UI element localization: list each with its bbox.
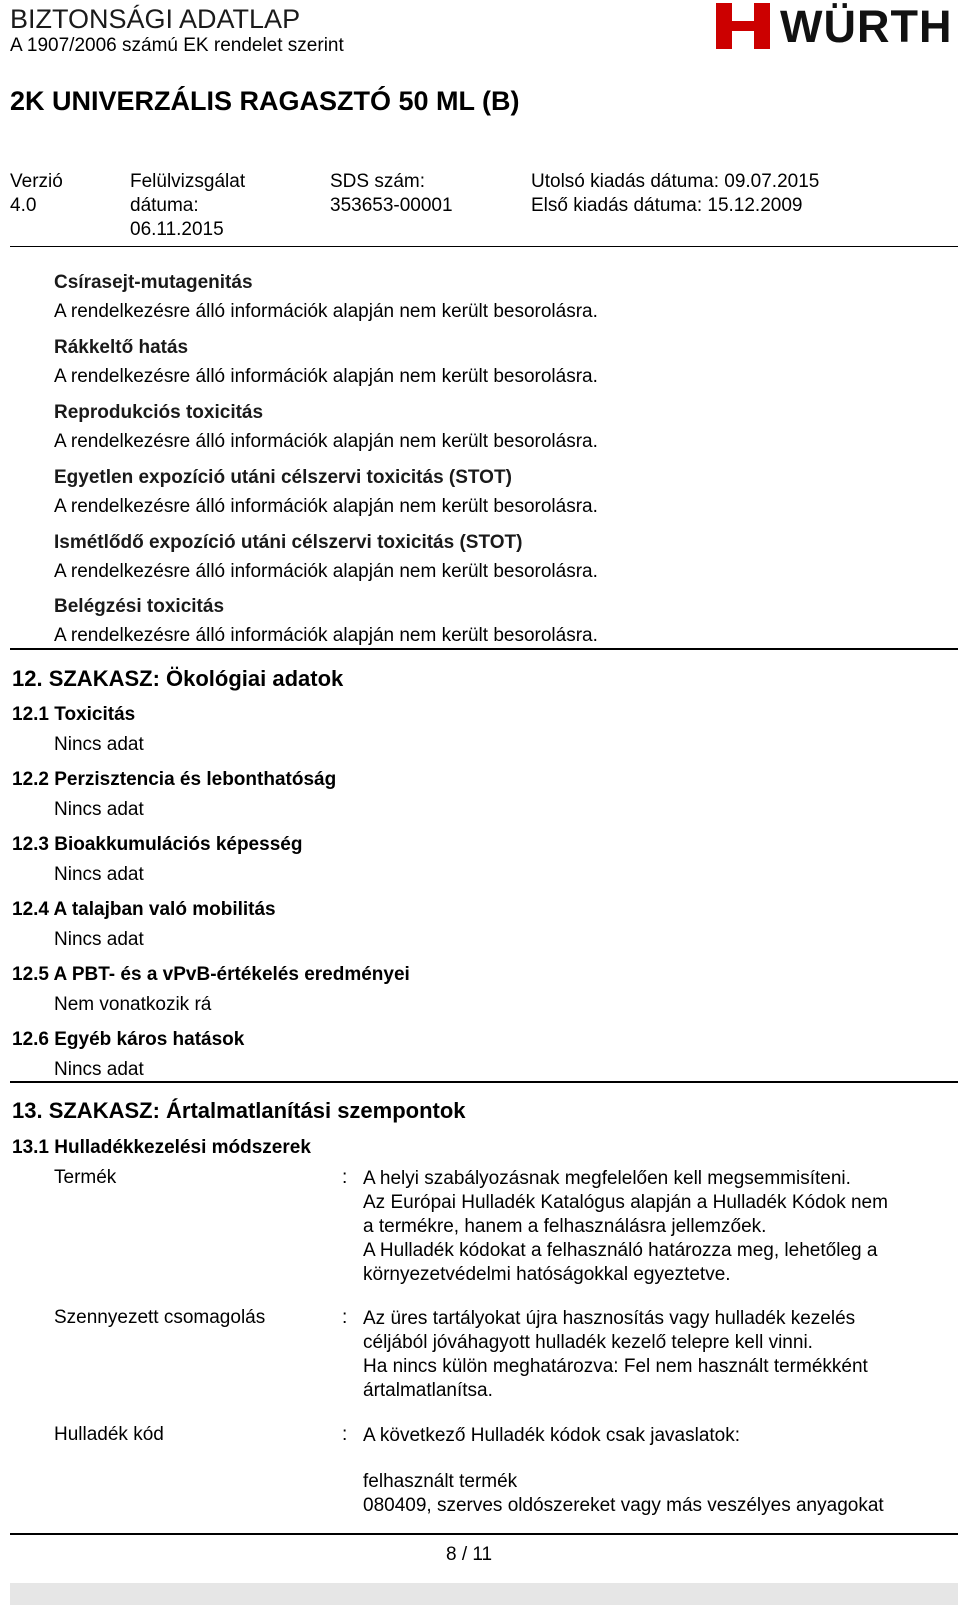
version-value: 4.0	[10, 195, 37, 216]
tox-heading: Ismétlődő expozíció utáni célszervi toxicitás (STOT)	[54, 532, 523, 553]
section-12-1-heading: 12.1 Toxicitás	[12, 704, 136, 725]
regulation-subtitle: A 1907/2006 számú EK rendelet szerint	[10, 35, 344, 56]
section-12-6-value: Nincs adat	[54, 1059, 144, 1080]
section-12-3-heading: 12.3 Bioakkumulációs képesség	[12, 834, 303, 855]
text-line: környezetvédelmi hatóságokkal egyeztetve.	[363, 1264, 731, 1285]
text-line: a termékre, hanem a felhasználásra jellemzőek.	[363, 1216, 767, 1237]
tox-heading: Csírasejt-mutagenitás	[54, 272, 253, 293]
footer-divider	[10, 1533, 958, 1535]
tox-text: A rendelkezésre álló információk alapján nem került besorolásra.	[54, 301, 598, 322]
tox-text: A rendelkezésre álló információk alapján nem került besorolásra.	[54, 561, 598, 582]
sds-number: 353653-00001	[330, 195, 453, 216]
text-line: A Hulladék kódokat a felhasználó határozza meg, lehetőleg a	[363, 1240, 878, 1261]
tox-heading: Belégzési toxicitás	[54, 596, 225, 617]
contaminated-packaging-text	[363, 1307, 868, 1403]
revision-label-2: dátuma:	[130, 195, 199, 216]
waste-code-text	[363, 1424, 884, 1518]
text-line: felhasznált termék	[363, 1471, 518, 1492]
section-13-divider	[10, 1081, 958, 1083]
section-12-4-heading: 12.4 A talajban való mobilitás	[12, 899, 276, 920]
footer-bar	[10, 1583, 958, 1605]
text-line: Ha nincs külön meghatározva: Fel nem használt termékként	[363, 1356, 868, 1377]
section-13-title: 13. SZAKASZ: Ártalmatlanítási szempontok	[12, 1098, 466, 1123]
contaminated-packaging-label: Szennyezett csomagolás	[54, 1307, 266, 1328]
document-type-title: BIZTONSÁGI ADATLAP	[10, 4, 301, 34]
waste-product-label: Termék	[54, 1167, 117, 1188]
tox-heading: Rákkeltő hatás	[54, 337, 189, 358]
section-12-2-value: Nincs adat	[54, 799, 144, 820]
section-12-title: 12. SZAKASZ: Ökológiai adatok	[12, 666, 344, 691]
text-line: A következő Hulladék kódok csak javaslatok:	[363, 1425, 741, 1446]
section-12-divider	[10, 648, 958, 650]
section-12-6-heading: 12.6 Egyéb káros hatások	[12, 1029, 245, 1050]
version-label: Verzió	[10, 171, 63, 192]
section-13-1-heading: 13.1 Hulladékkezelési módszerek	[12, 1137, 311, 1158]
text-line: 080409, szerves oldószereket vagy más veszélyes anyagokat	[363, 1495, 884, 1516]
wurth-logo-mark-icon	[714, 3, 772, 49]
tox-text: A rendelkezésre álló információk alapján nem került besorolásra.	[54, 431, 598, 452]
header-divider	[10, 246, 958, 247]
text-line: A helyi szabályozásnak megfelelően kell megsemmisíteni.	[363, 1168, 851, 1189]
waste-code-colon: :	[342, 1424, 348, 1445]
section-12-5-heading: 12.5 A PBT- és a vPvB-értékelés eredményei	[12, 964, 410, 985]
tox-text: A rendelkezésre álló információk alapján nem került besorolásra.	[54, 496, 598, 517]
section-12-2-heading: 12.2 Perzisztencia és lebonthatóság	[12, 769, 337, 790]
sds-label: SDS szám:	[330, 171, 426, 192]
text-line: ártalmatlanítsa.	[363, 1380, 493, 1401]
revision-block	[130, 170, 245, 242]
text-line: Az üres tartályokat újra hasznosítás vagy hulladék kezelés	[363, 1308, 856, 1329]
text-line: Az Európai Hulladék Katalógus alapján a Hulladék Kódok nem	[363, 1192, 888, 1213]
tox-heading: Reprodukciós toxicitás	[54, 402, 264, 423]
first-issue-date: Első kiadás dátuma: 15.12.2009	[531, 195, 803, 216]
last-issue-date: Utolsó kiadás dátuma: 09.07.2015	[531, 171, 820, 192]
product-name: 2K UNIVERZÁLIS RAGASZTÓ 50 ML (B)	[10, 86, 520, 116]
tox-heading: Egyetlen expozíció utáni célszervi toxicitás (STOT)	[54, 467, 512, 488]
sds-block	[330, 170, 453, 218]
tox-text: A rendelkezésre álló információk alapján nem került besorolásra.	[54, 625, 598, 646]
contaminated-packaging-colon: :	[342, 1307, 348, 1328]
page-number: 8 / 11	[446, 1544, 493, 1565]
wurth-logo-text: WÜRTH	[780, 1, 953, 52]
version-block	[10, 170, 63, 218]
waste-product-colon: :	[342, 1167, 348, 1188]
section-12-1-value: Nincs adat	[54, 734, 144, 755]
tox-text: A rendelkezésre álló információk alapján nem került besorolásra.	[54, 366, 598, 387]
revision-label: Felülvizsgálat	[130, 171, 246, 192]
revision-date: 06.11.2015	[130, 219, 224, 240]
issue-dates-block	[531, 170, 819, 218]
section-12-4-value: Nincs adat	[54, 929, 144, 950]
text-line: céljából jóváhagyott hulladék kezelő telepre kell vinni.	[363, 1332, 813, 1353]
section-12-5-value: Nem vonatkozik rá	[54, 994, 212, 1015]
waste-code-label: Hulladék kód	[54, 1424, 164, 1445]
wurth-logo	[714, 1, 953, 52]
waste-product-text	[363, 1167, 888, 1287]
section-12-3-value: Nincs adat	[54, 864, 144, 885]
spacer	[363, 1448, 884, 1470]
